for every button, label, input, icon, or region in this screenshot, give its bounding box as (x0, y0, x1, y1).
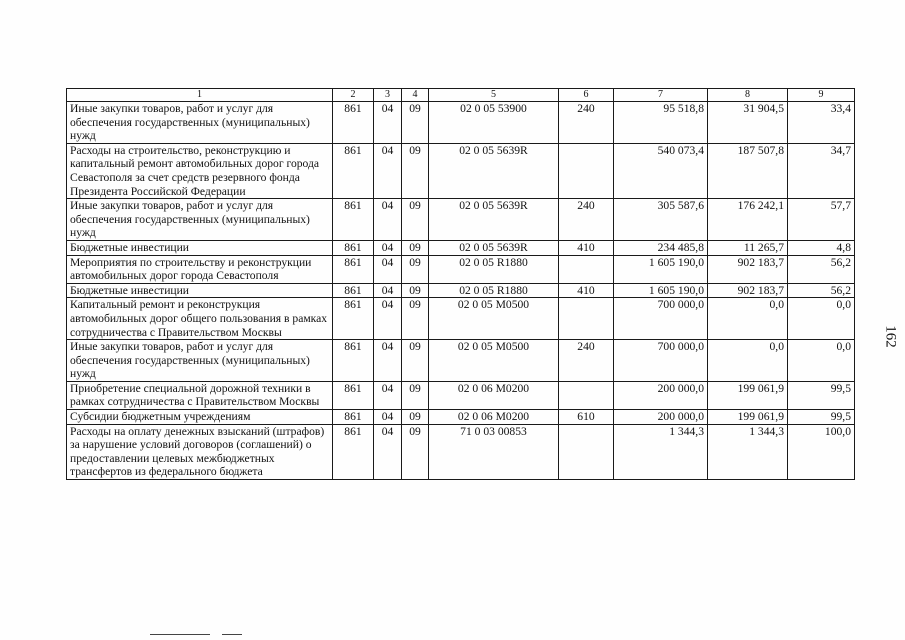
ministry-code-cell: 861 (333, 410, 374, 425)
planned-amount-cell: 700 000,0 (614, 298, 708, 340)
table-row (67, 143, 855, 198)
row-name-cell: Иные закупки товаров, работ и услуг для обеспечения государственных (муниципальных) нужд (67, 340, 333, 382)
section-cell: 04 (374, 340, 402, 382)
executed-amount-cell: 187 507,8 (708, 143, 788, 198)
planned-amount-cell: 95 518,8 (614, 102, 708, 144)
executed-amount-cell: 902 183,7 (708, 255, 788, 283)
column-number-cell: 1 (67, 89, 333, 102)
table-row (67, 102, 855, 144)
ministry-code-cell: 861 (333, 381, 374, 409)
execution-percent-cell: 100,0 (788, 424, 855, 479)
table-row (67, 255, 855, 283)
subsection-cell: 09 (402, 199, 429, 241)
execution-percent-cell: 0,0 (788, 298, 855, 340)
expense-type-cell: 410 (559, 283, 614, 298)
column-number-cell: 5 (429, 89, 559, 102)
subsection-cell: 09 (402, 240, 429, 255)
row-name-cell: Расходы на оплату денежных взысканий (штрафов) за нарушение условий договоров (соглашений) о предоставлении целевых межбюджетных трансфертов из федерального бюджета (67, 424, 333, 479)
executed-amount-cell: 176 242,1 (708, 199, 788, 241)
section-cell: 04 (374, 240, 402, 255)
expense-type-cell (559, 255, 614, 283)
expense-type-cell: 240 (559, 199, 614, 241)
column-number-cell: 4 (402, 89, 429, 102)
subsection-cell: 09 (402, 255, 429, 283)
target-article-cell: 02 0 05 5639R (429, 240, 559, 255)
page-number: 162 (882, 325, 899, 348)
target-article-cell: 02 0 05 5639R (429, 199, 559, 241)
section-cell: 04 (374, 424, 402, 479)
expense-type-cell (559, 381, 614, 409)
planned-amount-cell: 234 485,8 (614, 240, 708, 255)
ministry-code-cell: 861 (333, 255, 374, 283)
target-article-cell: 02 0 05 5639R (429, 143, 559, 198)
column-number-cell: 6 (559, 89, 614, 102)
executed-amount-cell: 199 061,9 (708, 381, 788, 409)
subsection-cell: 09 (402, 102, 429, 144)
planned-amount-cell: 540 073,4 (614, 143, 708, 198)
row-name-cell: Иные закупки товаров, работ и услуг для обеспечения государственных (муниципальных) нужд (67, 199, 333, 241)
section-cell: 04 (374, 143, 402, 198)
subsection-cell: 09 (402, 298, 429, 340)
expense-type-cell: 240 (559, 340, 614, 382)
ministry-code-cell: 861 (333, 283, 374, 298)
target-article-cell: 02 0 05 R1880 (429, 283, 559, 298)
column-number-row (67, 89, 855, 102)
planned-amount-cell: 700 000,0 (614, 340, 708, 382)
budget-table (66, 88, 855, 480)
execution-percent-cell: 34,7 (788, 143, 855, 198)
subsection-cell: 09 (402, 424, 429, 479)
row-name-cell: Бюджетные инвестиции (67, 283, 333, 298)
expense-type-cell (559, 424, 614, 479)
executed-amount-cell: 0,0 (708, 298, 788, 340)
executed-amount-cell: 11 265,7 (708, 240, 788, 255)
row-name-cell: Субсидии бюджетным учреждениям (67, 410, 333, 425)
subsection-cell: 09 (402, 143, 429, 198)
column-number-cell: 3 (374, 89, 402, 102)
target-article-cell: 02 0 05 53900 (429, 102, 559, 144)
ministry-code-cell: 861 (333, 199, 374, 241)
subsection-cell: 09 (402, 283, 429, 298)
ministry-code-cell: 861 (333, 102, 374, 144)
executed-amount-cell: 31 904,5 (708, 102, 788, 144)
execution-percent-cell: 99,5 (788, 410, 855, 425)
target-article-cell: 02 0 06 M0200 (429, 381, 559, 409)
table-row (67, 424, 855, 479)
column-number-cell: 9 (788, 89, 855, 102)
subsection-cell: 09 (402, 381, 429, 409)
section-cell: 04 (374, 199, 402, 241)
target-article-cell: 02 0 05 M0500 (429, 298, 559, 340)
executed-amount-cell: 1 344,3 (708, 424, 788, 479)
planned-amount-cell: 1 344,3 (614, 424, 708, 479)
table-row (67, 410, 855, 425)
column-number-cell: 7 (614, 89, 708, 102)
planned-amount-cell: 1 605 190,0 (614, 283, 708, 298)
subsection-cell: 09 (402, 410, 429, 425)
subsection-cell: 09 (402, 340, 429, 382)
section-cell: 04 (374, 381, 402, 409)
execution-percent-cell: 33,4 (788, 102, 855, 144)
execution-percent-cell: 57,7 (788, 199, 855, 241)
row-name-cell: Приобретение специальной дорожной техники в рамках сотрудничества с Правительством Москвы (67, 381, 333, 409)
expense-type-cell (559, 143, 614, 198)
ministry-code-cell: 861 (333, 143, 374, 198)
row-name-cell: Мероприятия по строительству и реконструкции автомобильных дорог города Севастополя (67, 255, 333, 283)
ministry-code-cell: 861 (333, 298, 374, 340)
execution-percent-cell: 99,5 (788, 381, 855, 409)
section-cell: 04 (374, 102, 402, 144)
ministry-code-cell: 861 (333, 240, 374, 255)
section-cell: 04 (374, 298, 402, 340)
section-cell: 04 (374, 255, 402, 283)
section-cell: 04 (374, 410, 402, 425)
expense-type-cell (559, 298, 614, 340)
ministry-code-cell: 861 (333, 424, 374, 479)
table-body (67, 89, 855, 480)
execution-percent-cell: 0,0 (788, 340, 855, 382)
scan-artifact-line (222, 634, 242, 635)
expense-type-cell: 410 (559, 240, 614, 255)
executed-amount-cell: 902 183,7 (708, 283, 788, 298)
table-row (67, 199, 855, 241)
execution-percent-cell: 56,2 (788, 255, 855, 283)
scan-artifact-line (150, 634, 210, 635)
table-row (67, 298, 855, 340)
target-article-cell: 71 0 03 00853 (429, 424, 559, 479)
target-article-cell: 02 0 05 M0500 (429, 340, 559, 382)
row-name-cell: Бюджетные инвестиции (67, 240, 333, 255)
column-number-cell: 8 (708, 89, 788, 102)
table-row (67, 240, 855, 255)
expense-type-cell: 610 (559, 410, 614, 425)
row-name-cell: Расходы на строительство, реконструкцию и капитальный ремонт автомобильных дорог города Севастополя за счет средств резервного фонда Президента Российской Федерации (67, 143, 333, 198)
planned-amount-cell: 1 605 190,0 (614, 255, 708, 283)
row-name-cell: Капитальный ремонт и реконструкция автомобильных дорог общего пользования в рамках сотрудничества с Правительством Москвы (67, 298, 333, 340)
execution-percent-cell: 56,2 (788, 283, 855, 298)
executed-amount-cell: 199 061,9 (708, 410, 788, 425)
executed-amount-cell: 0,0 (708, 340, 788, 382)
planned-amount-cell: 305 587,6 (614, 199, 708, 241)
row-name-cell: Иные закупки товаров, работ и услуг для обеспечения государственных (муниципальных) нужд (67, 102, 333, 144)
target-article-cell: 02 0 05 R1880 (429, 255, 559, 283)
table-row (67, 381, 855, 409)
target-article-cell: 02 0 06 M0200 (429, 410, 559, 425)
ministry-code-cell: 861 (333, 340, 374, 382)
planned-amount-cell: 200 000,0 (614, 381, 708, 409)
section-cell: 04 (374, 283, 402, 298)
execution-percent-cell: 4,8 (788, 240, 855, 255)
column-number-cell: 2 (333, 89, 374, 102)
expense-type-cell: 240 (559, 102, 614, 144)
table-row (67, 283, 855, 298)
planned-amount-cell: 200 000,0 (614, 410, 708, 425)
table-row (67, 340, 855, 382)
